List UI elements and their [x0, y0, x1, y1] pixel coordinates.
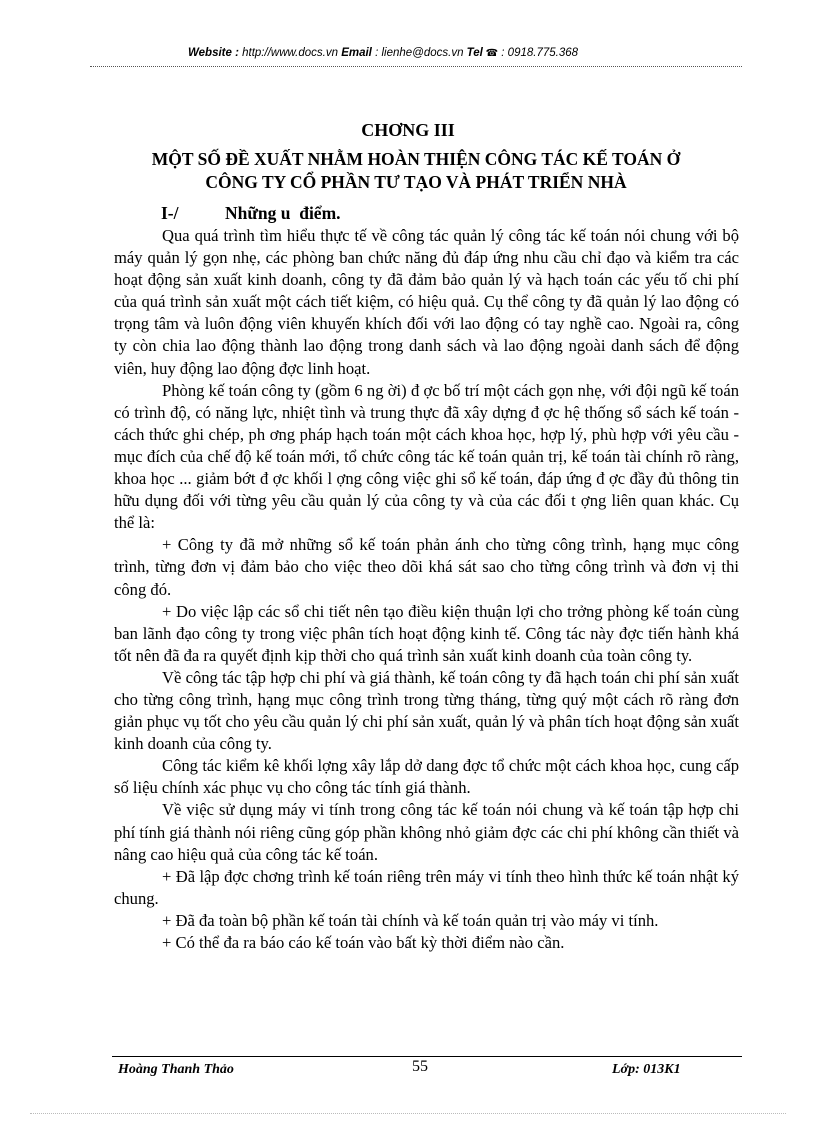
- paragraph: + Công ty đã mở những sổ kế toán phản ánh cho từng công trình, hạng mục công trình, từng đơn vị đảm bảo cho việc theo dõi khá sát sao cho từng công trình và đơn vị thi công đó.: [114, 535, 739, 599]
- page-bottom-border: [30, 1113, 786, 1114]
- email-value: : lienhe@docs.vn: [371, 47, 467, 59]
- paragraph: Về việc sử dụng máy vi tính trong công tác kế toán nói chung và kế toán tập hợp chi phí tính giá thành nói riêng cũng góp phần không nhỏ giảm đợc các chi phí không cần thiết và nâng cao hiệu quả của công tác kế toán.: [114, 800, 739, 864]
- paragraph: Công tác kiểm kê khối lợng xây lắp dở dang đợc tổ chức một cách khoa học, cung cấp số liệu chính xác phục vụ cho công tác tính giá thành.: [114, 756, 739, 798]
- website-value: http://www.docs.vn: [238, 47, 342, 59]
- section-title: Những u điểm.: [225, 203, 341, 223]
- section-heading: [161, 203, 341, 224]
- paragraph: + Do việc lập các sổ chi tiết nên tạo điều kiện thuận lợi cho trởng phòng kế toán cùng ban lãnh đạo công ty trong việc phân tích hoạt động kinh tế. Công tác này đợc tiến hành khá tốt nên đã đa ra quyết định kịp thời cho quá trình sản xuất kinh doanh của toàn công ty.: [114, 601, 739, 665]
- paragraph: + Đã đa toàn bộ phần kế toán tài chính và kế toán quản trị vào máy vi tính.: [162, 910, 659, 930]
- email-label: Email: [341, 47, 372, 59]
- paragraph: Qua quá trình tìm hiểu thực tế về công tác quản lý công tác kế toán nói chung với bộ máy quản lý gọn nhẹ, các phòng ban chức năng đủ đáp ứng nhu cầu chỉ đạo và kiểm tra các hoạt động sản xuất kinh doanh, công ty đã đảm bảo quản lý và hạch toán các yếu tố chi phí của quá trình sản xuất một cách tiết kiệm, có hiệu quả. Cụ thể công ty đã quản lý lao động có trọng tâm và luôn động viên khuyến khích đối với lao động có tay nghề cao. Ngoài ra, công ty còn chia lao động thành lao động trong danh sách và lao động ngoài danh sách để động viên, huy động lao động đợc linh hoạt.: [114, 226, 739, 378]
- page-number: 55: [412, 1058, 428, 1075]
- footer-divider: [112, 1056, 742, 1057]
- chapter-heading: CHƠNG III: [361, 120, 455, 140]
- phone-icon: ☎: [482, 48, 499, 59]
- chapter-title-line-1: MỘT SỐ ĐỀ XUẤT NHẰM HOÀN THIỆN CÔNG TÁC KẾ TOÁN Ở: [151, 149, 681, 169]
- body-text: [114, 225, 739, 954]
- paragraph: Phòng kế toán công ty (gồm 6 ng ời) đ ợc bố trí một cách gọn nhẹ, với đội ngũ kế toán có trình độ, có năng lực, nhiệt tình và trung thực đã xây dựng đ ợc hệ thống sổ sách kế toán - cách thức ghi chép, ph ơng pháp hạch toán một cách khoa học, hợp lý, phù hợp với yêu cầu - mục đích của chế độ kế toán mới, tổ chức công tác kế toán quản trị, kế toán tài chính rõ ràng, khoa học ... giảm bớt đ ợc khối l ợng công việc ghi sổ kế toán, đáp ứng đ ợc đầy đủ thông tin hữu dụng đối với từng yêu cầu quản lý của công ty và của các đối t ợng liên quan khác. Cụ thể là:: [114, 380, 739, 533]
- footer-author: Hoàng Thanh Thảo: [118, 1062, 234, 1077]
- tel-value: : 0918.775.368: [498, 47, 579, 59]
- paragraph: + Đã lập đợc chơng trình kế toán riêng trên máy vi tính theo hình thức kế toán nhật ký chung.: [114, 866, 739, 908]
- footer-class: Lớp: 013K1: [612, 1062, 681, 1077]
- tel-label: Tel: [466, 47, 483, 59]
- paragraph: Về công tác tập hợp chi phí và giá thành, kế toán công ty đã hạch toán chi phí sản xuất cho từng công trình, hạng mục công trình trong từng tháng, từng quý một cách rõ ràng đơn giản phục vụ tốt cho yêu cầu quản lý chi phí sản xuất, quản lý và phân tích hoạt động sản xuất kinh doanh của công ty.: [114, 667, 739, 754]
- page-header: [188, 47, 748, 59]
- chapter-title: [96, 148, 736, 194]
- website-label: Website :: [188, 47, 239, 59]
- paragraph: + Có thể đa ra báo cáo kế toán vào bất kỳ thời điểm nào cần.: [162, 933, 565, 952]
- section-number: I-/: [161, 203, 179, 223]
- header-divider: [90, 66, 742, 67]
- chapter-title-line-2: CÔNG TY CỔ PHẦN TƯ TẠO VÀ PHÁT TRIỂN NHÀ: [205, 172, 627, 192]
